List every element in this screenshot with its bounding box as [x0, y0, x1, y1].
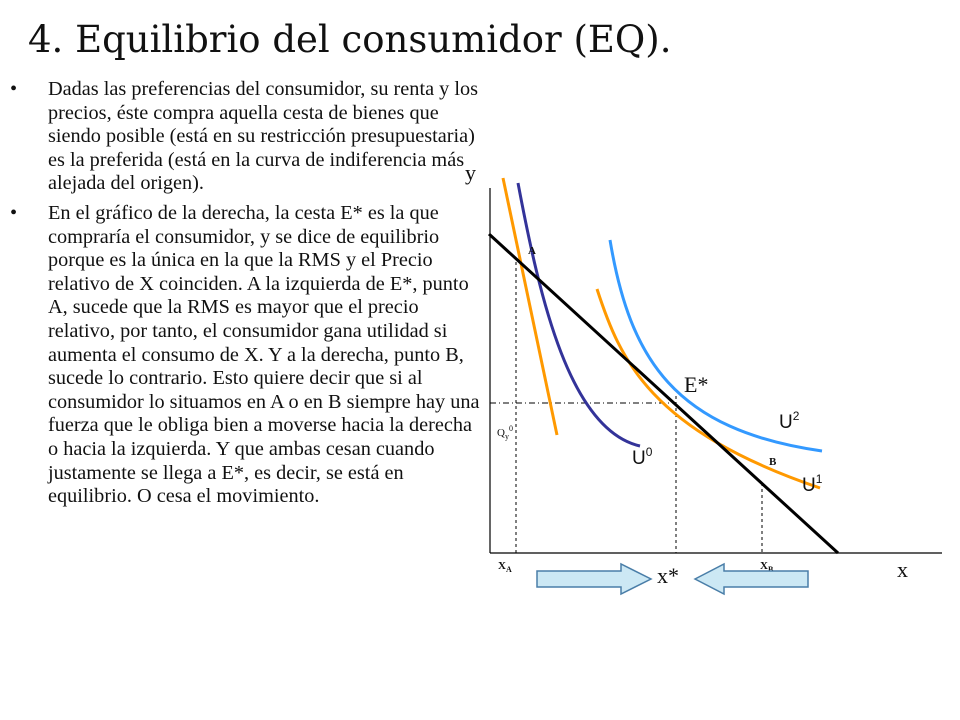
right-arrow-icon [537, 564, 651, 594]
point-b-label: B [769, 456, 777, 468]
bullet-icon: • [10, 201, 18, 224]
equilibrium-label: E* [684, 372, 709, 397]
slide-title: 4. Equilibrio del consumidor (EQ). [28, 18, 672, 61]
xa-label: $X_A$ [498, 560, 512, 574]
budget-line [489, 234, 838, 553]
point-a-label: A [528, 245, 536, 257]
y-axis-label: y [465, 160, 476, 185]
bullet-text: Dadas las preferencias del consumidor, su renta y los precios, éste compra aquella cesta de bienes que siendo posible (está en su restricción presupuestaria) es la preferida (está en la curva de indiferencia más alejada del origen). [48, 78, 479, 195]
bullet-icon: • [10, 78, 18, 100]
u2-label: $U^2$ [779, 409, 800, 433]
steep-tangent-line [503, 178, 557, 435]
xb-label: $X_B$ [760, 560, 774, 574]
bullet-text: En el gráfico de la derecha, la cesta E* es la que compraría el consumidor, y se dice de equilibrio porque es la única en la que la RMS y el Precio relativo de X coinciden. A la izquierda de E*, punto A, sucede que la RMS es mayor que el precio relativo, por tanto, el consumidor gana utilidad si aumenta el consumo de X. Y a la derecha, punto B, sucede lo contrario. Esto quiere decir que si al consumidor lo situamos en A o en B siempre hay una fuerza que le obliga bien a moverse hacia la derecha o hacia la izquierda. Y que ambas cesan cuando justamente se llega a E*, es decir, se está en equilibrio. O cesa el movimiento. [48, 201, 480, 508]
u0-label: $U^0$ [632, 445, 653, 469]
u1-label: $U^1$ [802, 472, 823, 496]
left-arrow-icon [695, 564, 808, 594]
xstar-label: x* [657, 563, 679, 588]
x-axis-label: x [897, 557, 908, 582]
qy0-label: $Q_y^0$ [497, 424, 513, 441]
